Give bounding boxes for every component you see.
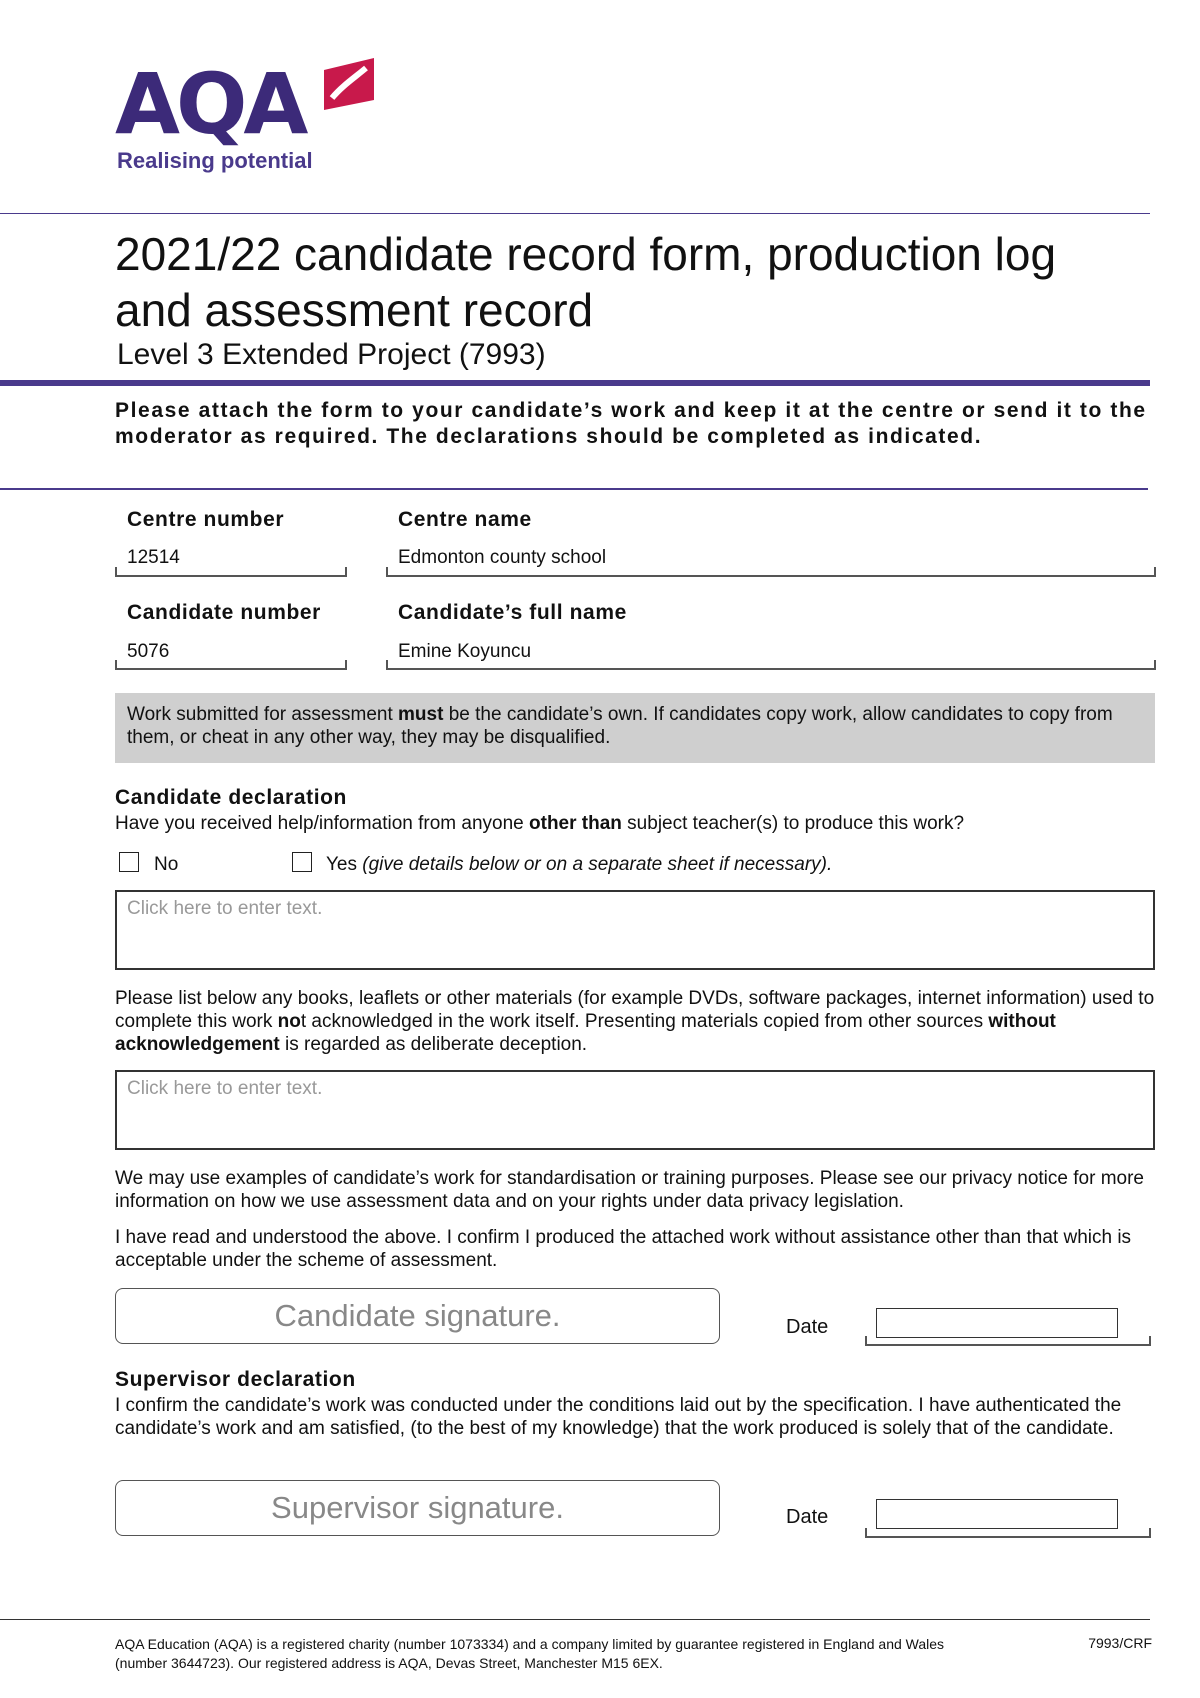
- candidate-name-underline: [386, 660, 1156, 670]
- candidate-number-underline: [115, 660, 347, 670]
- materials-text-2: t acknowledged in the work itself. Presenting materials copied from other sources: [300, 1011, 989, 1032]
- page-title: [115, 226, 1056, 338]
- yes-label: [326, 854, 832, 876]
- candidate-name-field[interactable]: Emine Koyuncu: [398, 641, 532, 662]
- yes-label-text: Yes: [326, 854, 363, 875]
- supervisor-date-underline: [865, 1528, 1151, 1538]
- form-code: 7993/CRF: [1088, 1635, 1152, 1651]
- logo-tagline: Realising potential: [117, 148, 313, 173]
- centre-number-field[interactable]: 12514: [127, 547, 180, 568]
- title-divider: [0, 380, 1150, 386]
- help-question-text-2: subject teacher(s) to produce this work?: [621, 813, 965, 834]
- title-line-1: 2021/22 candidate record form, production log: [115, 228, 1057, 280]
- candidate-date-field[interactable]: [876, 1308, 1118, 1338]
- top-divider: [0, 213, 1150, 214]
- yes-note: (give details below or on a separate sheet if necessary).: [362, 854, 833, 875]
- supervisor-date-field[interactable]: [876, 1499, 1118, 1529]
- centre-number-underline: [115, 567, 347, 577]
- centre-name-label: Centre name: [398, 508, 532, 531]
- candidate-date-underline: [865, 1336, 1151, 1346]
- intro-divider: [0, 488, 1148, 490]
- help-question-text-1: Have you received help/information from anyone: [115, 813, 530, 834]
- materials-instructions: [115, 987, 1160, 1056]
- no-label: No: [154, 854, 179, 875]
- notice-text-2: be the candidate’s own. If candidates copy work, allow candidates to copy from them, or cheat in any other way, they may be disqualified.: [127, 704, 1113, 748]
- notice-bold: must: [398, 704, 444, 725]
- title-line-2: and assessment record: [115, 284, 594, 336]
- logo-wordmark: AQA: [115, 55, 305, 153]
- materials-bold-1: no: [277, 1011, 301, 1032]
- notice-text-1: Work submitted for assessment: [127, 704, 399, 725]
- footer-text: AQA Education (AQA) is a registered charity (number 1073334) and a company limited by guarantee registered in England and Wales (number 3644723). Our registered address is AQA, Devas Street, Manchester M15 6EX.: [115, 1636, 945, 1671]
- candidate-date-label: Date: [786, 1316, 829, 1338]
- candidate-number-label: Candidate number: [127, 601, 321, 624]
- privacy-text: We may use examples of candidate’s work for standardisation or training purposes. Please see our privacy notice for more information on how we use assessment data and on your rights under data privacy legislation.: [115, 1168, 1144, 1212]
- centre-name-field[interactable]: Edmonton county school: [398, 547, 607, 568]
- supervisor-declaration-text: I confirm the candidate’s work was conducted under the conditions laid out by the specification. I have authenticated the candidate’s work and am satisfied, (to the best of my knowledge) that the work produced is solely that of the candidate.: [115, 1395, 1122, 1439]
- help-question: [115, 812, 1160, 835]
- no-checkbox[interactable]: [119, 852, 139, 872]
- intro-text: Please attach the form to your candidate’s work and keep it at the centre or send it to the moderator as required. The declarations should be completed as indicated.: [115, 399, 1147, 448]
- help-question-bold: other than: [529, 813, 622, 834]
- yes-checkbox[interactable]: [292, 852, 312, 872]
- logo-flag-icon: [320, 56, 378, 114]
- candidate-number-field[interactable]: 5076: [127, 641, 170, 662]
- centre-number-label: Centre number: [127, 508, 285, 531]
- supervisor-date-label: Date: [786, 1506, 829, 1528]
- candidate-signature-field[interactable]: Candidate signature.: [115, 1288, 720, 1344]
- footer-divider: [0, 1619, 1150, 1620]
- supervisor-signature-field[interactable]: Supervisor signature.: [115, 1480, 720, 1536]
- candidate-declaration-heading: Candidate declaration: [115, 786, 347, 809]
- materials-text-3: is regarded as deliberate deception.: [279, 1034, 588, 1055]
- supervisor-declaration-heading: Supervisor declaration: [115, 1368, 356, 1391]
- materials-textbox[interactable]: Click here to enter text.: [115, 1070, 1155, 1150]
- centre-name-underline: [386, 567, 1156, 577]
- confirmation-text: I have read and understood the above. I confirm I produced the attached work without assistance other than that which is acceptable under the scheme of assessment.: [115, 1227, 1132, 1271]
- help-details-textbox[interactable]: Click here to enter text.: [115, 890, 1155, 970]
- page-subtitle: Level 3 Extended Project (7993): [117, 338, 546, 371]
- materials-bold-2: without acknowledgement: [115, 1011, 1056, 1055]
- candidate-name-label: Candidate’s full name: [398, 601, 627, 624]
- disqualification-notice: [115, 693, 1155, 763]
- materials-text-1: Please list below any books, leaflets or other materials (for example DVDs, software packages, internet information) used to complete this work: [115, 988, 1155, 1032]
